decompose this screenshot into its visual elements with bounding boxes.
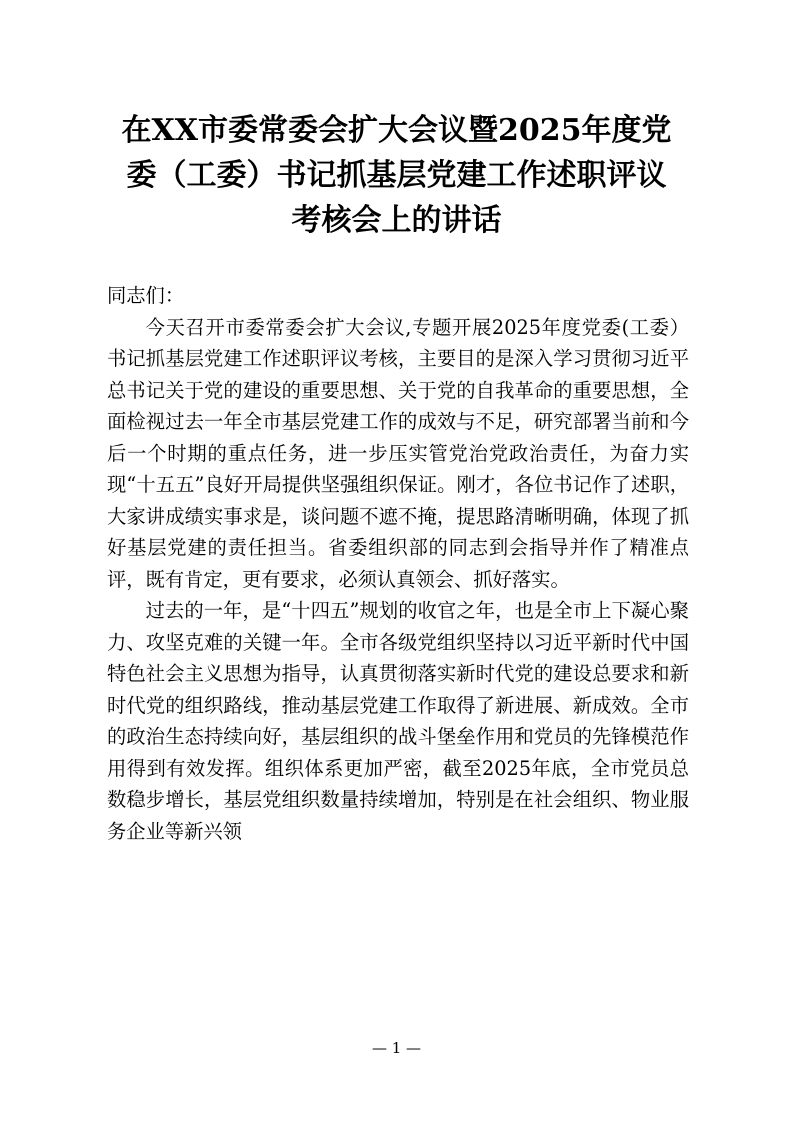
page-number: — 1 — <box>371 1039 422 1057</box>
salutation: 同志们： <box>107 284 185 307</box>
title-line-1: 在XX市委常委会扩大会议暨2025年度党 <box>121 113 672 148</box>
document-title <box>100 108 693 243</box>
paragraph-1: 今天召开市委常委会扩大会议,专题开展2025年度党委(工委）书记抓基层党建工作述职评议考核，主要目的是深入学习贯彻习近平总书记关于党的建设的重要思想、关于党的自我革命的重要思想，全面检视过去一年全市基层党建工作的成效与不足，研究部署当前和今后一个时期的重点任务，进一步压实管党治党政治责任，为奋力实现“十五五”良好开局提供坚强组织保证。刚才，各位书记作了述职，大家讲成绩实事求是，谈问题不遮不掩，提思路清晰明确，体现了抓好基层党建的责任担当。省委组织部的同志到会指导并作了精准点评，既有肯定，更有要求，必须认真领会、抓好落实。 <box>107 315 689 591</box>
paragraph-2: 过去的一年，是“十四五”规划的收官之年，也是全市上下凝心聚力、攻坚克难的关键一年。全市各级党组织坚持以习近平新时代中国特色社会主义思想为指导，认真贯彻落实新时代党的建设总要求和新时代党的组织路线，推动基层党建工作取得了新进展、新成效。全市的政治生态持续向好，基层组织的战斗堡垒作用和党员的先锋模范作用得到有效发挥。组织体系更加严密，截至2025年底，全市党员总数稳步增长，基层党组织数量持续增加，特别是在社会组织、物业服务企业等新兴领 <box>107 599 689 843</box>
title-line-2: 委（工委）书记抓基层党建工作述职评议 <box>126 158 667 193</box>
document-body <box>107 280 689 847</box>
title-line-3: 考核会上的讲话 <box>291 203 502 238</box>
